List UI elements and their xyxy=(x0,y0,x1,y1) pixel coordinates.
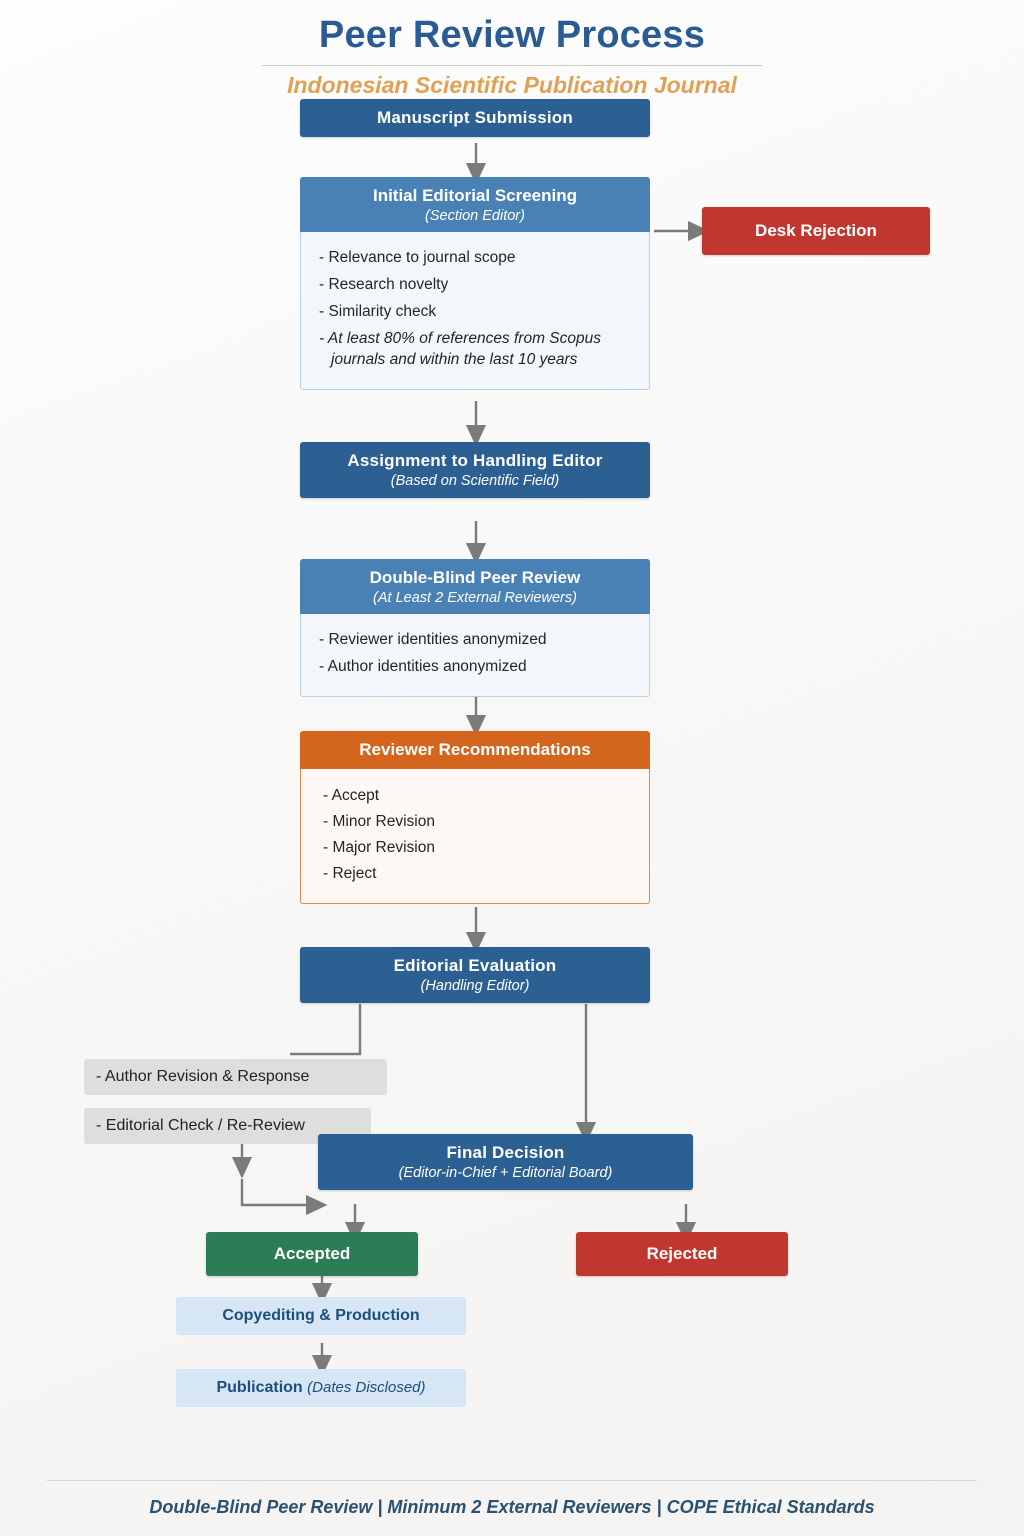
node-title: Assignment to Handling Editor xyxy=(347,451,603,470)
node-subtitle: (Editor-in-Chief + Editorial Board) xyxy=(398,1165,613,1181)
node-title: Double-Blind Peer Review xyxy=(369,568,581,587)
footer xyxy=(0,1480,1024,1518)
node-subtitle: (Handling Editor) xyxy=(420,978,530,994)
node-title: Editorial Evaluation xyxy=(393,956,557,975)
page-subtitle: Indonesian Scientific Publication Journal xyxy=(287,72,737,98)
node-title: Initial Editorial Screening xyxy=(372,186,578,205)
footer-text: Double-Blind Peer Review | Minimum 2 External Reviewers | COPE Ethical Standards xyxy=(149,1497,875,1517)
node-body xyxy=(300,769,650,904)
node-manuscript-submission[interactable] xyxy=(300,99,650,137)
flowchart xyxy=(0,99,1024,1419)
node-title: - Editorial Check / Re-Review xyxy=(96,1117,305,1134)
node-body xyxy=(300,232,650,390)
node-title: - Author Revision & Response xyxy=(96,1068,310,1085)
node-title: Final Decision xyxy=(446,1143,565,1162)
node-subtitle: (Section Editor) xyxy=(425,208,525,224)
node-initial-editorial-screening[interactable] xyxy=(300,177,650,390)
list-item: - Accept xyxy=(323,787,379,804)
node-reviewer-recommendations[interactable] xyxy=(300,731,650,904)
node-header xyxy=(300,177,650,232)
node-subtitle: (Based on Scientific Field) xyxy=(390,473,560,489)
node-rejected[interactable] xyxy=(576,1232,788,1276)
node-title: Accepted xyxy=(273,1244,351,1263)
node-subtitle: (At Least 2 External Reviewers) xyxy=(373,590,577,606)
node-author-revision[interactable] xyxy=(84,1059,387,1095)
node-publication[interactable] xyxy=(176,1369,466,1407)
list-item: - Major Revision xyxy=(323,839,435,856)
footer-divider xyxy=(47,1480,977,1481)
list-item: - Reviewer identities anonymized xyxy=(319,631,547,648)
node-assignment-handling-editor[interactable] xyxy=(300,442,650,498)
node-header xyxy=(300,731,650,769)
node-copyediting-production[interactable] xyxy=(176,1297,466,1335)
list-item: - At least 80% of references from Scopus journals and within the last 10 years xyxy=(319,329,601,368)
node-title: Copyediting & Production xyxy=(222,1307,420,1324)
node-editorial-evaluation[interactable] xyxy=(300,947,650,1003)
node-title: Publication xyxy=(216,1379,303,1396)
node-final-decision[interactable] xyxy=(318,1134,693,1190)
node-title: Manuscript Submission xyxy=(377,108,573,127)
node-title: Reviewer Recommendations xyxy=(359,740,591,759)
list-item: - Author identities anonymized xyxy=(319,657,527,675)
header xyxy=(0,0,1024,99)
list-item: - Research novelty xyxy=(319,275,449,293)
node-double-blind-peer-review[interactable] xyxy=(300,559,650,697)
node-note: (Dates Disclosed) xyxy=(307,1379,426,1396)
page-title: Peer Review Process xyxy=(318,14,706,56)
node-title: Desk Rejection xyxy=(755,221,877,240)
list-item: - Similarity check xyxy=(319,302,437,320)
node-desk-rejection[interactable] xyxy=(702,207,930,255)
node-title: Rejected xyxy=(646,1244,718,1263)
list-item: - Minor Revision xyxy=(323,813,435,830)
list-item: - Reject xyxy=(323,865,377,882)
node-header xyxy=(300,559,650,614)
title-divider xyxy=(262,65,762,66)
node-body xyxy=(300,614,650,697)
node-accepted[interactable] xyxy=(206,1232,418,1276)
list-item: - Relevance to journal scope xyxy=(319,249,516,266)
